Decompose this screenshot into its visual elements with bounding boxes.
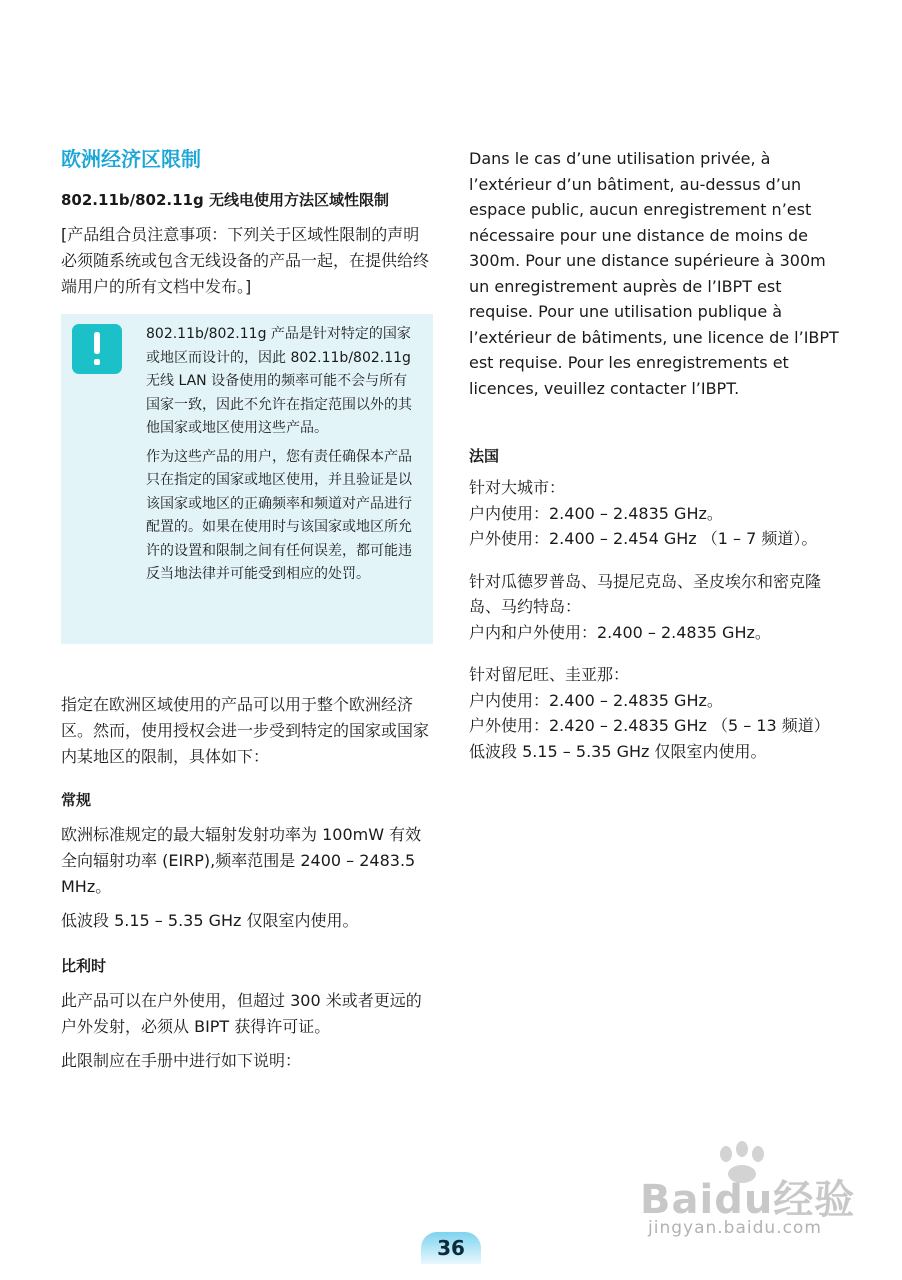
group-title: 针对大城市：	[469, 478, 566, 497]
outdoor-line: 户外使用：2.400 – 2.454 GHz （1 – 7 频道）。	[469, 529, 818, 548]
integrator-note: [产品组合员注意事项：下列关于区域性限制的声明必须随系统或包含无线设备的产品一起，在提供给终端用户的所有文档中发布。]	[61, 225, 430, 296]
french-paragraph: Dans le cas d’une utilisation privée, à l’extérieur d’un bâtiment, au-dessus d’un espace public, aucun enregistrement n’est nécessaire pour une distance de moins de 300m. Pour une distance supérieure à 300m un enregistrement auprès de l’IBPT est requise. Pour une utilisation publique à l’extérieur de bâtiments, une licence de l’IBPT est requise. Pour les enregistrements et licences, veuillez contacter l’IBPT.	[469, 149, 839, 398]
indoor-line: 户内使用：2.400 – 2.4835 GHz。	[469, 690, 723, 710]
france-group-reunion	[469, 662, 841, 764]
section-title: 欧洲经济区限制	[61, 147, 201, 171]
belgium-heading: 比利时	[61, 957, 107, 975]
general-paragraph-1: 欧洲标准规定的最大辐射发射功率为 100mW 有效全向辐射功率 (EIRP),频率范围是 2400 – 2483.5 MHz。	[61, 825, 422, 896]
watermark-url: jingyan.baidu.com	[648, 1218, 822, 1238]
group-title: 针对瓜德罗普岛、马提尼克岛、圣皮埃尔和密克隆岛、马约特岛：	[469, 571, 822, 616]
baidu-watermark	[640, 1140, 860, 1240]
right-column	[469, 146, 841, 781]
general-heading: 常规	[61, 791, 92, 809]
left-column	[61, 146, 433, 1082]
watermark-logo: Baidu经验	[640, 1177, 856, 1223]
belgium-paragraph-2: 此限制应在手册中进行如下说明：	[61, 1051, 302, 1070]
outdoor-line: 户外使用：2.420 – 2.4835 GHz （5 – 13 频道）	[469, 716, 830, 735]
group-title: 针对留尼旺、圭亚那：	[469, 665, 630, 684]
belgium-paragraph-1: 此产品可以在户外使用，但超过 300 米或者更远的户外发射，必须从 BIPT 获得许可证。	[61, 991, 422, 1036]
indoor-outdoor-line: 户内和户外使用：2.400 – 2.4835 GHz。	[469, 622, 771, 642]
notice-paragraph-2: 作为这些产品的用户，您有责任确保本产品只在指定的国家或地区使用，并且验证是以该国家或地区的正确频率和频道对产品进行配置的。如果在使用时与该国家或地区所允许的设置和限制之间有任何误差，都可能违反当地法律并可能受到相应的处罚。	[146, 448, 412, 582]
low-band-line: 低波段 5.15 – 5.35 GHz 仅限室内使用。	[469, 741, 767, 761]
page-number: 36	[421, 1232, 481, 1264]
indoor-line: 户内使用：2.400 – 2.4835 GHz。	[469, 503, 723, 523]
france-heading: 法国	[469, 447, 500, 465]
notice-box	[61, 314, 433, 644]
france-group-cities	[469, 475, 841, 552]
notice-paragraph-1: 802.11b/802.11g 产品是针对特定的国家或地区而设计的，因此 802.11b/802.11g 无线 LAN 设备使用的频率可能不会与所有国家一致，因此不允许在指定范围以外的其他国家或地区使用这些产品。	[146, 326, 412, 436]
radio-restriction-heading: 802.11b/802.11g 无线电使用方法区域性限制	[61, 191, 389, 209]
france-group-islands	[469, 569, 841, 646]
intro-paragraph: 指定在欧洲区域使用的产品可以用于整个欧洲经济区。然而，使用授权会进一步受到特定的国家或国家内某地区的限制，具体如下：	[61, 695, 430, 766]
general-paragraph-2: 低波段 5.15 – 5.35 GHz 仅限室内使用。	[61, 911, 359, 930]
exclamation-icon	[72, 324, 122, 374]
